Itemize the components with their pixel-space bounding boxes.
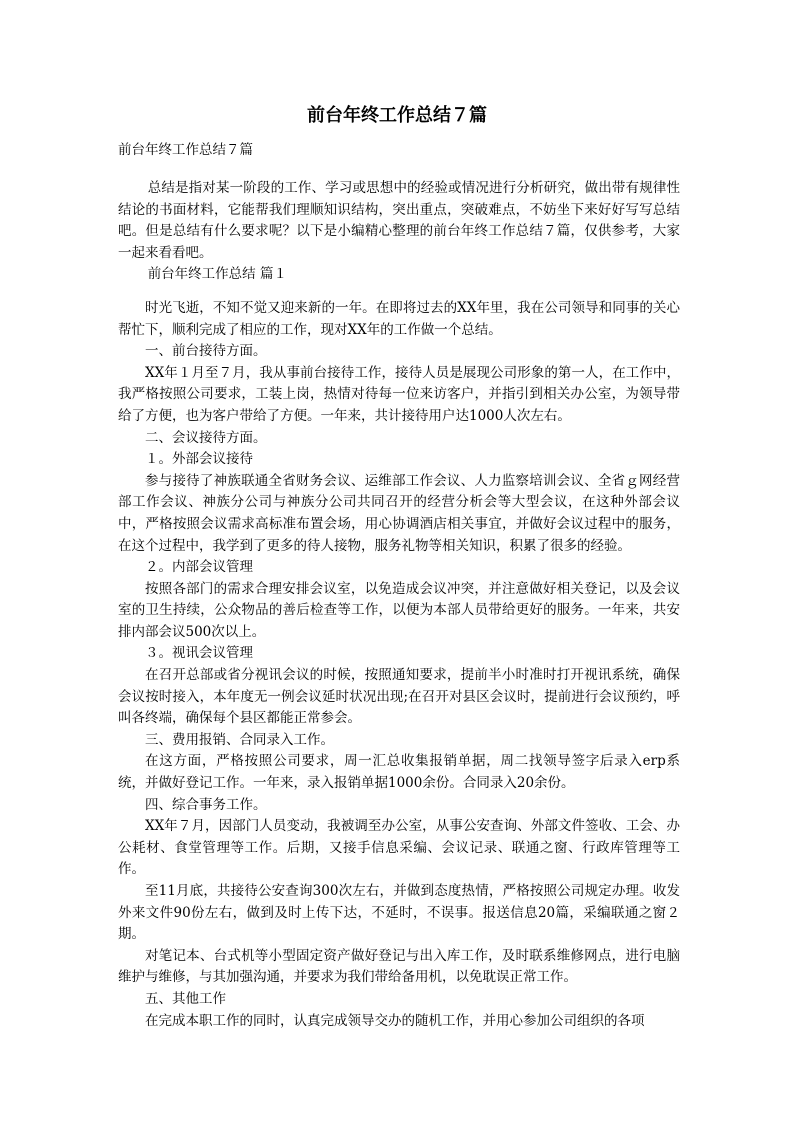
intro-paragraph: 总结是指对某一阶段的工作、学习或思想中的经验或情况进行分析研究，做出带有规律性结论的书面材料，它能帮我们理顺知识结构，突出重点，突破难点，不妨坐下来好好写写总结吧。但是总结有什么要求呢？以下是小编精心整理的前台年终工作总结７篇，仅供参考，大家一起来看看吧。 <box>118 180 680 261</box>
section-heading: 五、其他工作 <box>145 990 226 1007</box>
section-title: 前台年终工作总结 篇１ <box>147 266 287 283</box>
document-body <box>118 178 680 1032</box>
paragraph: 在召开总部或省分视讯会议的时候，按照通知要求，提前半小时准时打开视讯系统，确保会议按时接入，本年度无一例会议延时状况出现;在召开对县区会议时，提前进行会议预约，呼叫各终端，确保每个县区都能正常参会。 <box>118 667 680 727</box>
paragraph: 按照各部门的需求合理安排会议室，以免造成会议冲突，并注意做好相关登记，以及会议室的卫生持续，公众物品的善后检查等工作，以便为本部人员带给更好的服务。一年来，共安排内部会议500次以上。 <box>118 580 680 640</box>
paragraph: 时光飞逝，不知不觉又迎来新的一年。在即将过去的XX年里，我在公司领导和同事的关心帮忙下，顺利完成了相应的工作，现对XX年的工作做一个总结。 <box>118 299 680 338</box>
document-title: 前台年终工作总结７篇 <box>307 105 487 126</box>
section-heading: 三、费用报销、合同录入工作。 <box>145 731 334 748</box>
section-heading: 二、会议接待方面。 <box>145 429 267 446</box>
sub-heading: ３。视讯会议管理 <box>145 645 253 662</box>
document-subtitle: 前台年终工作总结７篇 <box>118 142 253 158</box>
paragraph: 在这方面，严格按照公司要求，周一汇总收集报销单据，周二找领导签字后录入erp系统，并做好登记工作。一年来，录入报销单据1000余份。合同录入20余份。 <box>118 753 680 792</box>
section-heading: 四、综合事务工作。 <box>145 796 267 813</box>
paragraph: 至11月底，共接待公安查询300次左右，并做到态度热情，严格按照公司规定办理。收发外来文件90份左右，做到及时上传下达，不延时，不误事。报送信息20篇，采编联通之窗２期。 <box>118 883 680 943</box>
sub-heading: ２。内部会议管理 <box>145 559 253 576</box>
paragraph: XX年７月，因部门人员变动，我被调至办公室，从事公安查询、外部文件签收、工会、办公耗材、食堂管理等工作。后期，又接手信息采编、会议记录、联通之窗、行政库管理等工作。 <box>118 818 680 878</box>
paragraph: XX年１月至７月，我从事前台接待工作，接待人员是展现公司形象的第一人，在工作中，我严格按照公司要求，工装上岗，热情对待每一位来访客户，并指引到相关办公室，为领导带给了方便，也为客户带给了方便。一年来，共计接待用户达1000人次左右。 <box>118 364 680 424</box>
sub-heading: １。外部会议接待 <box>145 451 253 468</box>
paragraph: 参与接待了神族联通全省财务会议、运维部工作会议、人力监察培训会议、全省ｇ网经营部工作会议、神族分公司与神族分公司共同召开的经营分析会等大型会议，在这种外部会议中，严格按照会议需求高标准布置会场，用心协调酒店相关事宜，并做好会议过程中的服务，在这个过程中，我学到了更多的待人接物，服务礼物等相关知识，积累了很多的经验。 <box>118 472 680 554</box>
paragraph: 在完成本职工作的同时，认真完成领导交办的随机工作，并用心参加公司组织的各项 <box>145 1012 645 1029</box>
section-heading: 一、前台接待方面。 <box>145 343 267 360</box>
paragraph: 对笔记本、台式机等小型固定资产做好登记与出入库工作，及时联系维修网点，进行电脑维护与维修，与其加强沟通，并要求为我们带给备用机，以免耽误正常工作。 <box>118 947 680 986</box>
